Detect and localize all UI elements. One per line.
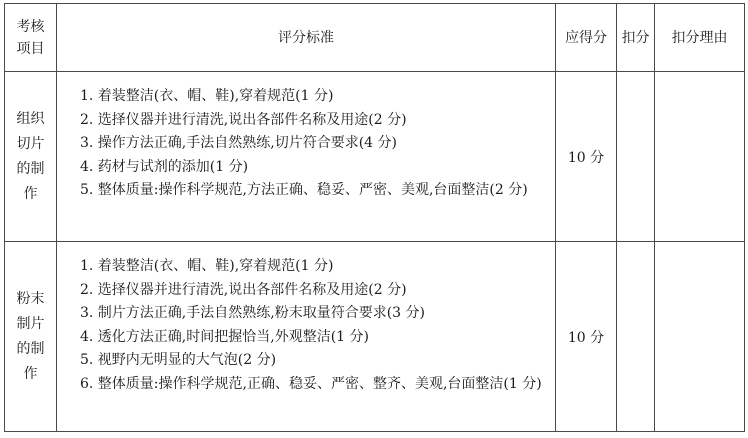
criteria-item: 2. 选择仪器并进行清洗,说出各部件名称及用途(2 分)	[80, 281, 407, 298]
reason-cell	[655, 72, 745, 242]
table-row	[5, 72, 745, 242]
criteria-item: 1. 着装整洁(衣、帽、鞋),穿着规范(1 分)	[80, 258, 334, 274]
reason-cell	[655, 242, 745, 432]
criteria-cell	[57, 242, 556, 432]
category-cell: 粉末制片的制作	[5, 242, 57, 432]
category-cell: 组织切片的制作	[5, 72, 57, 242]
criteria-cell	[57, 72, 556, 242]
criteria-item: 3. 操作方法正确,手法自然熟练,切片符合要求(4 分)	[80, 135, 397, 151]
criteria-item: 2. 选择仪器并进行清洗,说出各部件名称及用途(2 分)	[80, 111, 407, 128]
criteria-item: 1. 着装整洁(衣、帽、鞋),穿着规范(1 分)	[80, 88, 334, 104]
header-reason: 扣分理由	[655, 4, 745, 72]
criteria-item: 6. 整体质量:操作科学规范,正确、稳妥、严密、整齐、美观,台面整洁(1 分)	[80, 375, 542, 392]
score-cell: 10 分	[556, 72, 617, 242]
table-row	[5, 242, 745, 432]
header-deduct: 扣分	[617, 4, 655, 72]
deduct-cell	[617, 72, 655, 242]
criteria-item: 4. 药材与试剂的添加(1 分)	[80, 158, 249, 175]
score-cell: 10 分	[556, 242, 617, 432]
criteria-item: 4. 透化方法正确,时间把握恰当,外观整洁(1 分)	[80, 328, 369, 345]
header-score: 应得分	[556, 4, 617, 72]
header-criteria: 评分标准	[57, 4, 556, 72]
criteria-item: 5. 整体质量:操作科学规范,方法正确、稳妥、严密、美观,台面整洁(2 分)	[80, 182, 528, 198]
header-item: 考核项目	[5, 4, 57, 72]
criteria-item: 3. 制片方法正确,手法自然熟练,粉末取量符合要求(3 分)	[80, 305, 425, 321]
criteria-item: 5. 视野内无明显的大气泡(2 分)	[80, 352, 277, 368]
scoring-table	[4, 3, 745, 432]
deduct-cell	[617, 242, 655, 432]
header-row	[5, 4, 745, 72]
